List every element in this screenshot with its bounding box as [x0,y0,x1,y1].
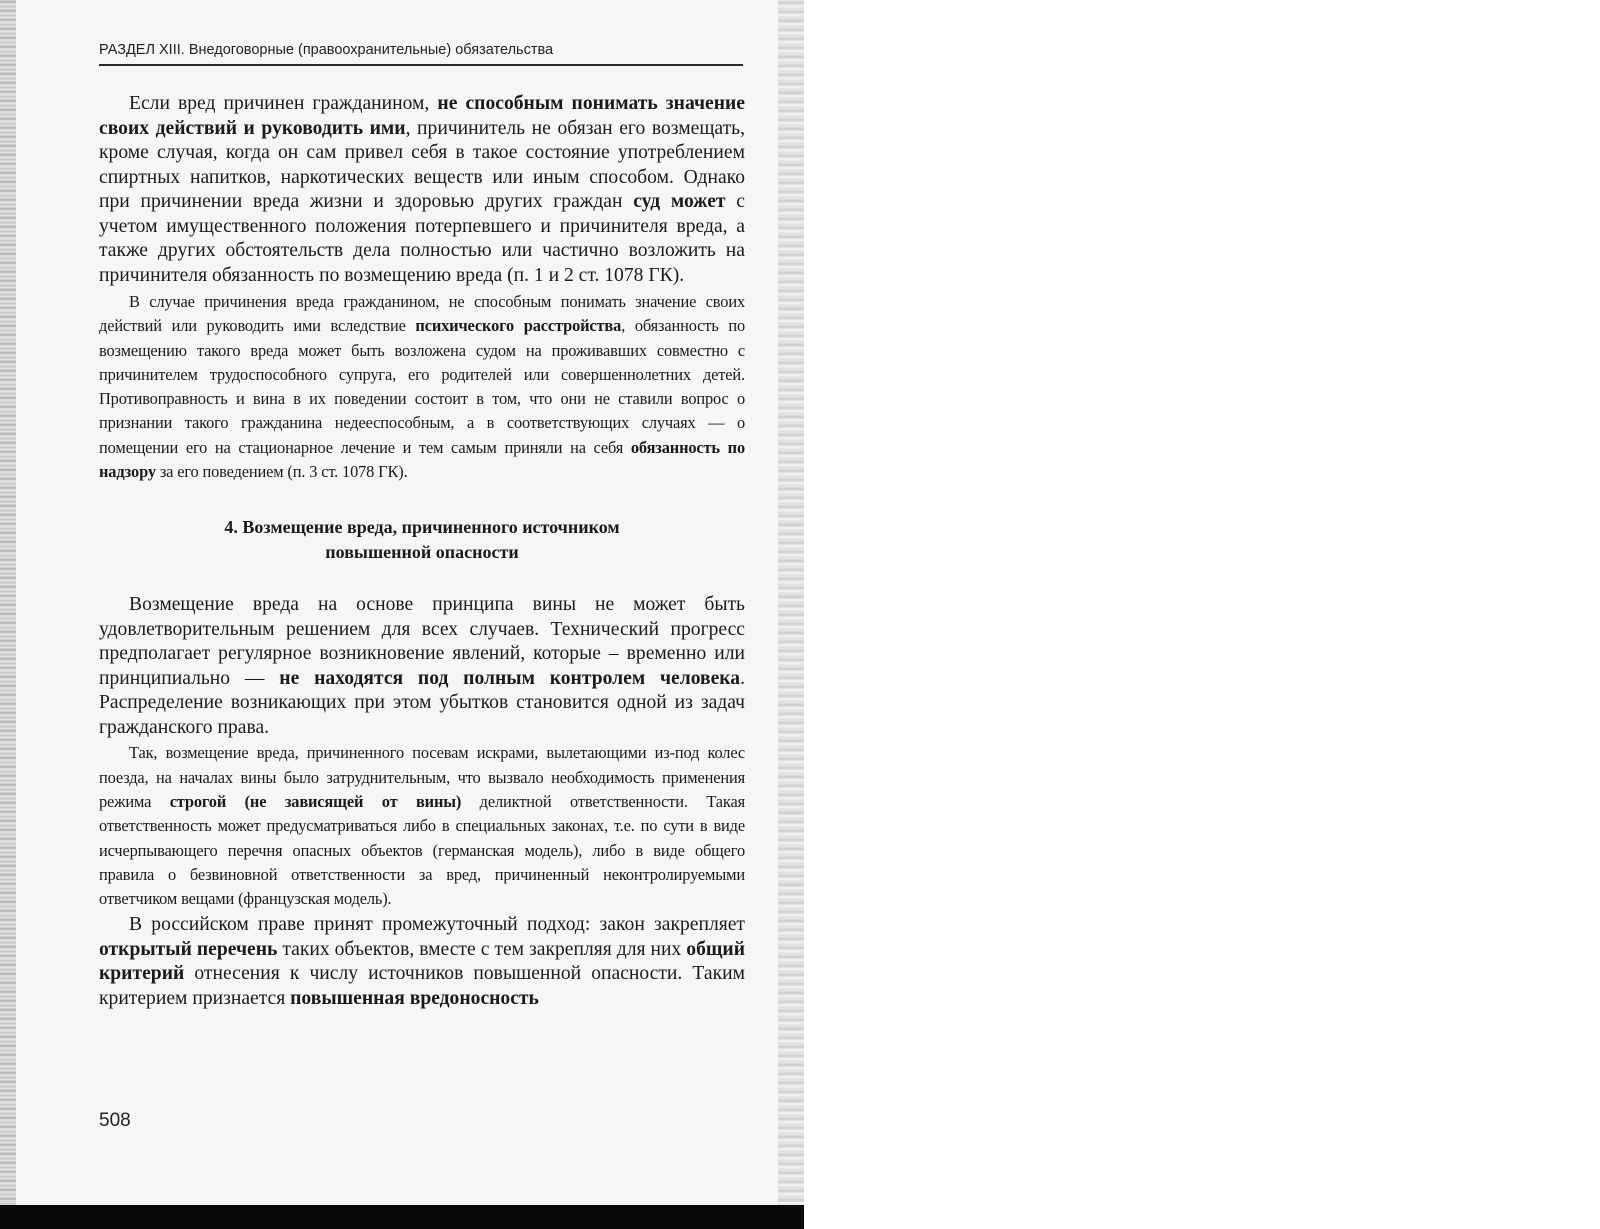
page-number: 508 [99,1110,131,1131]
scan-bottom-band [0,1205,804,1229]
paragraph-1: Если вред причинен гражданином, не способным понимать значение своих действий и руководить ими, причинитель не обязан его возмещать, кроме случая, когда он сам привел себя в такое состояние употреблением спиртных напитков, наркотических веществ или иным способом. Однако при причинении вреда жизни и здоровью других граждан суд может с учетом имущественного положения потерпевшего и причинителя вреда, а также других обстоятельств дела полностью или частично возложить на причинителя обязанность по возмещению вреда (п. 1 и 2 ст. 1078 ГК). [99,93,745,286]
running-head: РАЗДЕЛ XIII. Внедоговорные (правоохранительные) обязательства [99,42,743,66]
paragraph-3: Возмещение вреда на основе принципа вины не может быть удовлетворительным решением для всех случаев. Технический прогресс предполагает регулярное возникновение явлений, которые – временно или принципиально — не находятся под полным контролем человека. Распределение возникающих при этом убытков становится одной из задач гражданского права. [99,594,746,738]
section-title-line-1: 4. Возмещение вреда, причиненного источником [224,517,620,538]
book-spine-shadow [0,0,16,1205]
paragraph-2: В случае причинения вреда гражданином, не способным понимать значение своих действий или руководить ими вследствие психического расстройства, обязанность по возмещению такого вреда может быть возложена судом на проживавших совместно с причинителем трудоспособного супруга, его родителей или совершеннолетних детей. Противоправность и вина в их поведении состоит в том, что они не ставили вопрос о признании такого гражданина недееспособным, а в соответствующих случаях — о помещении его на стационарное лечение и тем самым приняли на себя обязанность по надзору за его поведением (п. 3 ст. 1078 ГК). [99,292,745,482]
paragraph-5: В российском праве принят промежуточный подход: закон закрепляет открытый перечень таких объектов, вместе с тем закрепляя для них общий критерий отнесения к числу источников повышенной опасности. Таким критерием признается повышенная вредоносность [99,914,745,1009]
page-content [99,92,745,1011]
page-edge [778,0,804,1205]
paragraph-4: Так, возмещение вреда, причиненного посевам искрами, вылетающими из-под колес поезда, на началах вины было затруднительным, что вызвало необходимость применения режима строгой (не зависящей от вины) деликтной ответственности. Такая ответственность может предусматриваться либо в специальных законах, т.е. по сути в виде исчерпывающего перечня опасных объектов (германская модель), либо в виде общего правила о безвиновной ответственности за вред, причиненный неконтролируемыми ответчиком вещами (французская модель). [99,743,745,909]
section-title-line-2: повышенной опасности [325,541,519,562]
section-title [99,515,745,564]
